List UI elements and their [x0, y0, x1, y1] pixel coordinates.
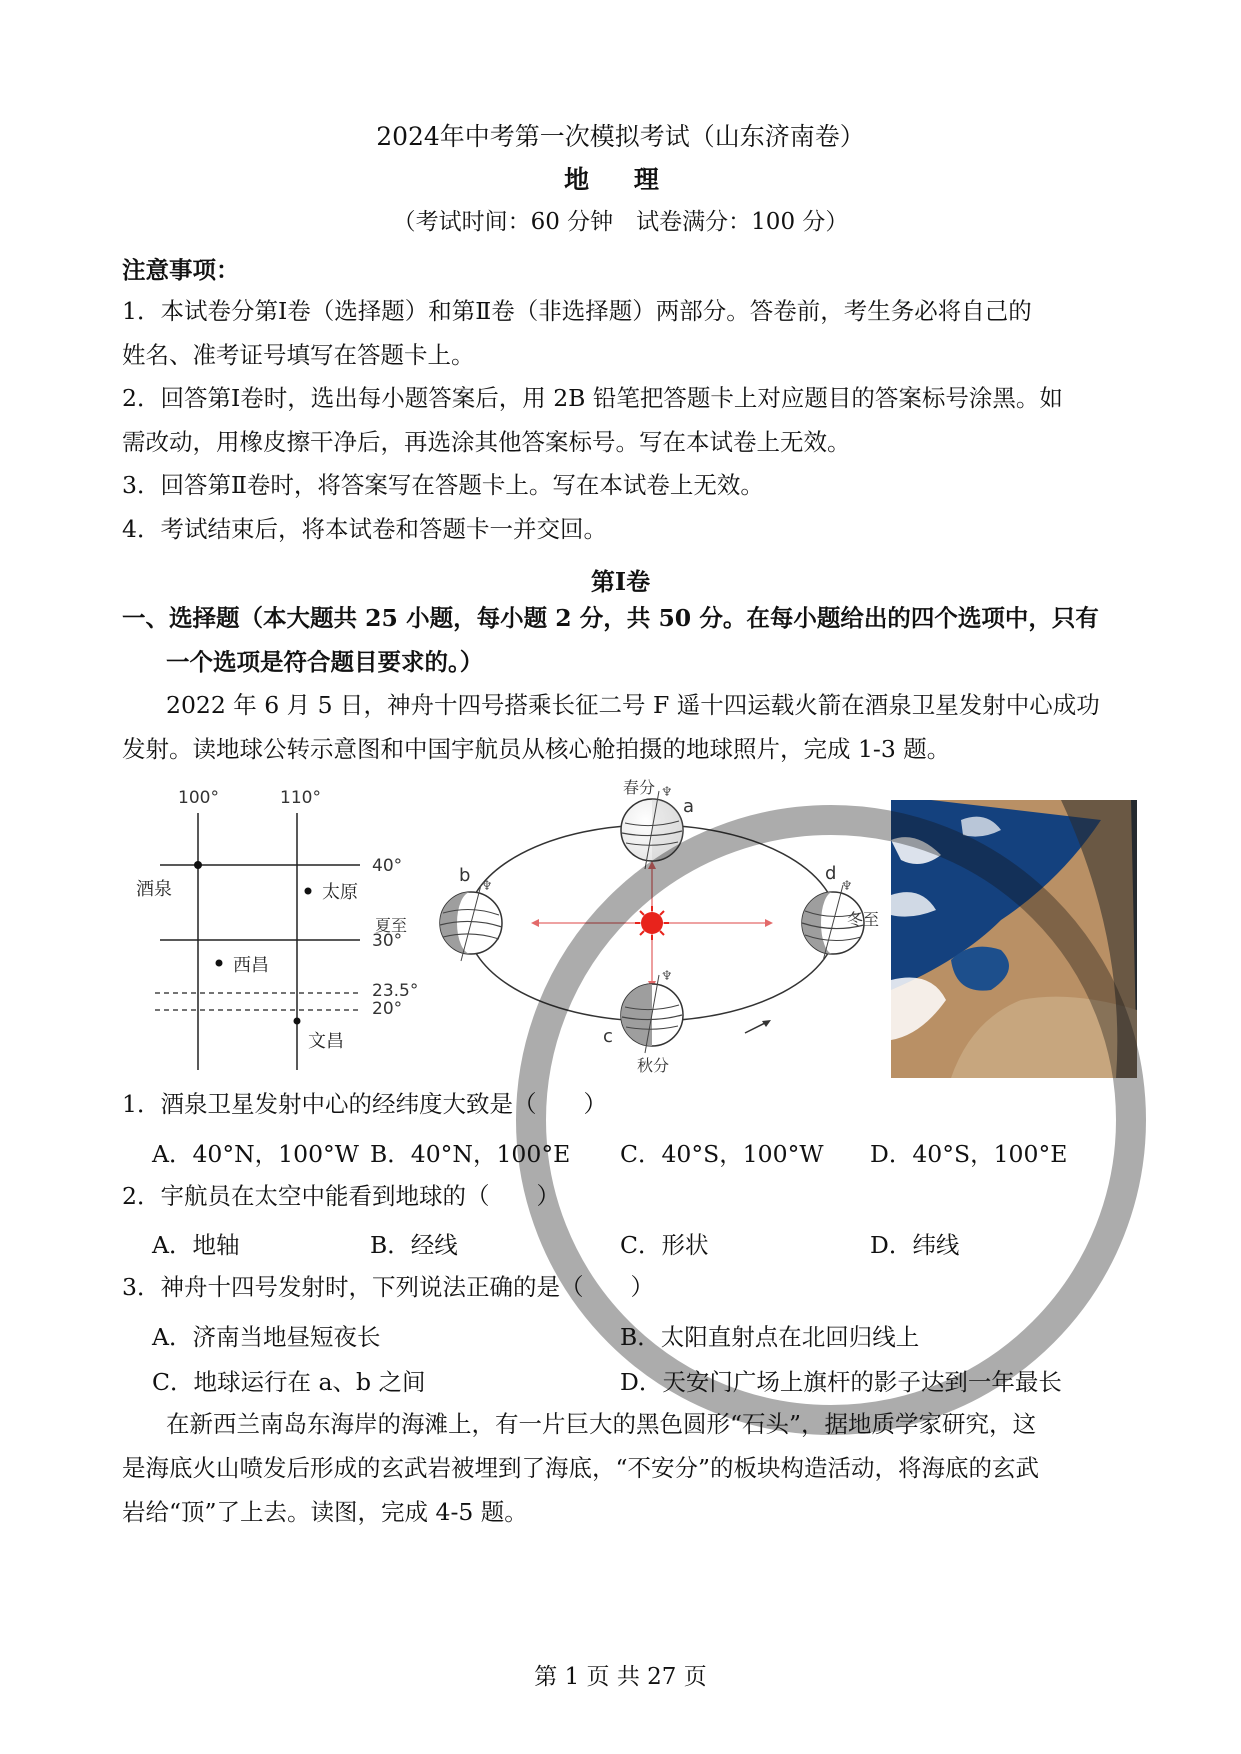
city-label-wenchang: 文昌 [308, 1031, 344, 1052]
q3-option-c: C．地球运行在 a、b 之间 [152, 1368, 426, 1396]
earth-photo [891, 800, 1137, 1078]
city-dot-wenchang [294, 1018, 301, 1025]
note-line: 姓名、准考证号填写在答题卡上。 [122, 341, 475, 369]
q2-option-a: A．地轴 [152, 1231, 240, 1259]
q2-option-b: B．经线 [370, 1231, 458, 1259]
q1-option-b: B．40°N，100°E [370, 1140, 571, 1168]
question-1-stem: 1．酒泉卫星发射中心的经纬度大致是（ ） [122, 1090, 607, 1118]
label-d: d [825, 863, 837, 884]
notes-heading: 注意事项： [122, 256, 240, 284]
svg-text:♆: ♆ [481, 879, 493, 894]
section-heading-cont: 一个选项是符合题目要求的。） [166, 648, 484, 676]
label-spring: 春分 [623, 778, 656, 797]
city-dot-taiyuan [305, 888, 312, 895]
svg-text:♆: ♆ [841, 879, 853, 894]
city-label-jiuquan: 酒泉 [136, 879, 172, 900]
note-line: 4．考试结束后，将本试卷和答题卡一并交回。 [122, 515, 607, 543]
q3-option-b: B．太阳直射点在北回归线上 [620, 1323, 920, 1351]
lat-label-40: 40° [372, 856, 403, 876]
label-summer: 夏至 [375, 916, 408, 935]
question-2-stem: 2．宇航员在太空中能看到地球的（ ） [122, 1182, 560, 1210]
label-a: a [683, 796, 695, 817]
note-line: 需改动，用橡皮擦干净后，再选涂其他答案标号。写在本试卷上无效。 [122, 428, 851, 456]
lon-label-100: 100° [178, 788, 219, 808]
exam-title: 2024年中考第一次模拟考试（山东济南卷） [376, 122, 865, 151]
subject-title: 地 理 [564, 165, 677, 194]
svg-text:♆: ♆ [661, 785, 673, 800]
lat-label-30: 30° [372, 931, 403, 951]
city-dot-xichang [216, 960, 223, 967]
intro-paragraph: 发射。读地球公转示意图和中国宇航员从核心舱拍摄的地球照片，完成 1-3 题。 [122, 735, 951, 763]
label-c: c [603, 1026, 613, 1047]
note-line: 3．回答第Ⅱ卷时，将答案写在答题卡上。写在本试卷上无效。 [122, 471, 764, 499]
note-line: 2．回答第Ⅰ卷时，选出每小题答案后，用 2B 铅笔把答题卡上对应题目的答案标号涂黑。如 [122, 384, 1063, 412]
volume-title: 第Ⅰ卷 [590, 567, 651, 596]
q1-option-c: C．40°S，100°W [620, 1140, 824, 1168]
lat-label-23-5: 23.5° [372, 981, 419, 1001]
question-3-stem: 3．神舟十四号发射时，下列说法正确的是（ ） [122, 1273, 654, 1301]
intro-paragraph-2: 岩给“顶”了上去。读图，完成 4-5 题。 [122, 1498, 528, 1526]
lat-label-20: 20° [372, 999, 403, 1019]
lon-label-110: 110° [280, 788, 321, 808]
intro-paragraph: 2022 年 6 月 5 日，神舟十四号搭乘长征二号 F 遥十四运载火箭在酒泉卫星发射中心成功 [166, 691, 1100, 719]
q3-option-d: D．天安门广场上旗杆的影子达到一年最长 [620, 1368, 1062, 1396]
q2-option-c: C．形状 [620, 1231, 709, 1259]
intro-paragraph-2: 在新西兰南岛东海岸的海滩上，有一片巨大的黑色圆形“石头”，据地质学家研究，这 [166, 1410, 1037, 1438]
earth-globe-summer [440, 879, 502, 961]
city-dot-jiuquan [194, 861, 202, 869]
svg-text:♆: ♆ [661, 969, 673, 984]
q3-option-a: A．济南当地昼短夜长 [152, 1323, 381, 1351]
note-line: 1．本试卷分第Ⅰ卷（选择题）和第Ⅱ卷（非选择题）两部分。答卷前，考生务必将自己的 [122, 297, 1032, 325]
page-footer: 第 1 页 共 27 页 [534, 1664, 707, 1690]
q1-option-a: A．40°N，100°W [152, 1140, 359, 1168]
city-label-xichang: 西昌 [233, 955, 269, 976]
section-heading: 一、选择题（本大题共 25 小题，每小题 2 分，共 50 分。在每小题给出的四个选项中，只有 [122, 604, 1099, 632]
label-winter: 冬至 [847, 910, 880, 929]
label-autumn: 秋分 [637, 1056, 670, 1075]
label-b: b [459, 865, 471, 886]
intro-paragraph-2: 是海底火山喷发后形成的玄武岩被埋到了海底，“不安分”的板块构造活动，将海底的玄武 [122, 1454, 1040, 1482]
q1-option-d: D．40°S，100°E [870, 1140, 1068, 1168]
exam-meta: （考试时间：60 分钟 试卷满分：100 分） [392, 209, 849, 235]
city-label-taiyuan: 太原 [322, 882, 358, 903]
sun-icon [641, 912, 663, 934]
q2-option-d: D．纬线 [870, 1231, 960, 1259]
